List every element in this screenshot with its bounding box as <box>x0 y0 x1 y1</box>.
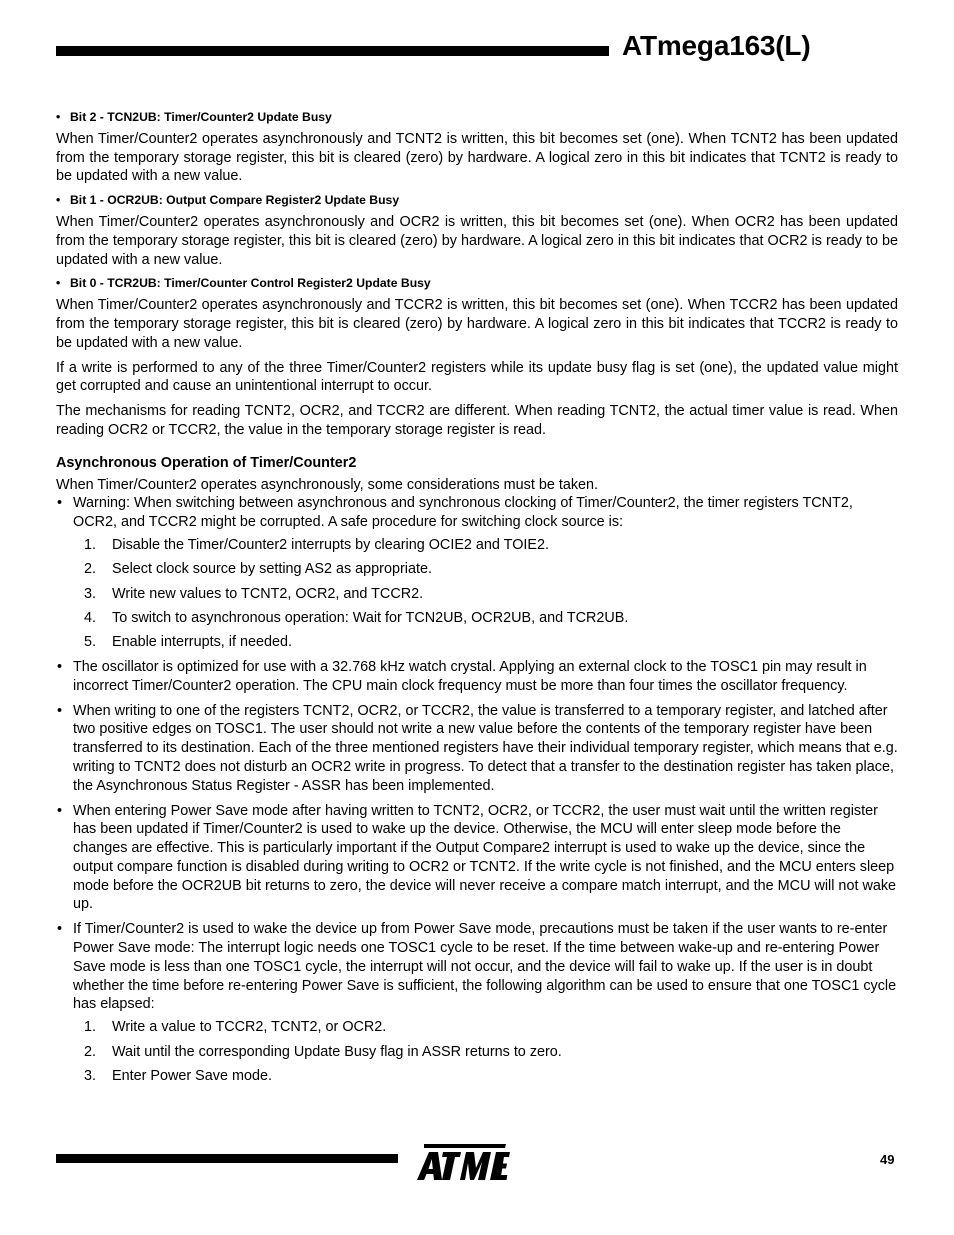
list-item <box>56 802 898 915</box>
step-item <box>73 633 898 652</box>
list-item-text: Warning: When switching between asynchronous and synchronous clocking of Timer/Counter2, the timer registers TCNT2, OCR2, and TCCR2 might be corrupted. A safe procedure for switching clock source is: <box>73 495 853 531</box>
step-number: 2. <box>84 1043 97 1060</box>
bit-heading <box>56 274 898 293</box>
bullet: • <box>57 658 63 675</box>
procedure-steps <box>73 536 898 652</box>
bullet: • <box>56 193 61 208</box>
step-text: Select clock source by setting AS2 as appropriate. <box>112 561 432 578</box>
bit-heading-text: Bit 0 - TCR2UB: Timer/Counter Control Register2 Update Busy <box>70 276 431 291</box>
paragraph-read-mechanism: The mechanisms for reading TCNT2, OCR2, and TCCR2 are different. When reading TCNT2, the actual timer value is read. When reading OCR2 or TCCR2, the value in the temporary storage register is read. <box>56 403 898 438</box>
atmel-logo <box>414 1138 512 1184</box>
list-item <box>56 658 898 696</box>
section-title: Asynchronous Operation of Timer/Counter2 <box>56 454 357 471</box>
step-text: Enter Power Save mode. <box>112 1067 272 1084</box>
bullet: • <box>57 702 63 719</box>
paragraph-write-warning: If a write is performed to any of the three Timer/Counter2 registers while its update busy flag is set (one), the updated value might get corrupted and cause an unintentional interrupt to occur. <box>56 359 898 395</box>
step-item <box>73 1067 898 1086</box>
step-number: 1. <box>84 536 97 553</box>
step-number: 3. <box>84 585 97 602</box>
step-number: 5. <box>84 634 97 651</box>
page-title: ATmega163(L) <box>622 30 811 61</box>
step-text: Write new values to TCNT2, OCR2, and TCCR2. <box>112 585 424 602</box>
paragraph: When Timer/Counter2 operates asynchronously and TCNT2 is written, this bit becomes set (one). When TCNT2 has been updated from the temporary storage register, this bit is cleared (zero) by hardware. A logical zero in this bit indicates that TCNT2 is ready to be updated with a new value. <box>56 130 898 185</box>
bullet: • <box>57 495 63 512</box>
header-rule <box>56 46 609 56</box>
step-text: Write a value to TCCR2, TCNT2, or OCR2. <box>112 1019 387 1036</box>
step-number: 1. <box>84 1019 97 1036</box>
list-item-text: When entering Power Save mode after having written to TCNT2, OCR2, or TCCR2, the user must wait until the written register has been updated if Timer/Counter2 is used to wake up the device. Otherwise, the MCU will enter sleep mode before the changes are effective. This is particularly important if the Output Compare2 interrupt is used to wake up the device, since the output compare function is disabled during writing to OCR2 or TCNT2. If the write cycle is not finished, and the MCU enters sleep mode before the OCR2UB bit returns to zero, the device will never receive a compare match interrupt, and the MCU will not wake up. <box>73 802 897 913</box>
step-number: 4. <box>84 609 97 626</box>
list-item-text: If Timer/Counter2 is used to wake the device up from Power Save mode, precautions must be taken if the user wants to re-enter Power Save mode: The interrupt logic needs one TOSC1 cycle to be reset. If the time between wake-up and re-entering Power Save mode is less than one TOSC1 cycle, the interrupt will not occur, and the device will fail to wake up. If the user is in doubt whether the time before re-entering Power Save is sufficient, the following algorithm can be used to ensure that one TOSC1 cycle has elapsed: <box>73 921 897 1013</box>
step-item <box>73 609 898 628</box>
step-item <box>73 1043 898 1062</box>
bit-heading-text: Bit 2 - TCN2UB: Timer/Counter2 Update Busy <box>70 110 332 124</box>
page-body <box>56 108 898 1092</box>
procedure-steps <box>73 1018 898 1085</box>
list-item <box>56 920 898 1085</box>
list-item <box>56 494 898 652</box>
step-item <box>73 585 898 604</box>
list-item-text: The oscillator is optimized for use with a 32.768 kHz watch crystal. Applying an external clock to the TOSC1 pin may result in incorrect Timer/Counter2 operation. The CPU main clock frequency must be more than four times the oscillator frequency. <box>73 658 867 694</box>
bit-heading <box>56 108 898 127</box>
step-number: 2. <box>84 561 97 578</box>
step-text: Wait until the corresponding Update Busy flag in ASSR returns to zero. <box>112 1043 562 1060</box>
section-intro: When Timer/Counter2 operates asynchronously, some considerations must be taken. <box>56 476 599 493</box>
step-number: 3. <box>84 1067 97 1084</box>
page-number: 49 <box>880 1152 895 1167</box>
bit-description <box>56 108 898 186</box>
list-item-text: When writing to one of the registers TCNT2, OCR2, or TCCR2, the value is transferred to a temporary register, and latched after two positive edges on TOSC1. The user should not write a new value before the contents of the temporary register have been transferred to its destination. Each of the three mentioned registers have their individual temporary register, which means that e.g. writing to TCNT2 does not disturb an OCR2 write in progress. To detect that a transfer to the destination register has taken place, the Asynchronous Status Register - ASSR has been implemented. <box>73 702 898 794</box>
footer-rule <box>56 1154 398 1163</box>
paragraph: When Timer/Counter2 operates asynchronously and TCCR2 is written, this bit becomes set (one). When TCCR2 has been updated from the temporary storage register, this bit is cleared (zero) by hardware. A logical zero in this bit indicates that TCCR2 is ready to be updated with a new value. <box>56 297 898 351</box>
step-text: Enable interrupts, if needed. <box>112 634 293 651</box>
bit-description <box>56 191 898 269</box>
step-item <box>73 1018 898 1037</box>
bullet: • <box>56 110 61 124</box>
bit-heading <box>56 191 898 210</box>
step-item <box>73 560 898 579</box>
bullet: • <box>57 802 63 819</box>
list-item <box>56 702 898 796</box>
bullet: • <box>56 276 61 291</box>
step-text: Disable the Timer/Counter2 interrupts by clearing OCIE2 and TOIE2. <box>112 536 549 553</box>
paragraph: When Timer/Counter2 operates asynchronously and OCR2 is written, this bit becomes set (one). When OCR2 has been updated from the temporary storage register, this bit is cleared (zero) by hardware. A logical zero in this bit indicates that OCR2 is ready to be updated with a new value. <box>56 213 898 268</box>
bullet: • <box>57 921 63 938</box>
bit-heading-text: Bit 1 - OCR2UB: Output Compare Register2 Update Busy <box>70 193 400 208</box>
step-text: To switch to asynchronous operation: Wait for TCN2UB, OCR2UB, and TCR2UB. <box>112 609 629 626</box>
considerations-list <box>56 494 898 1085</box>
bit-description <box>56 274 898 352</box>
step-item <box>73 536 898 555</box>
